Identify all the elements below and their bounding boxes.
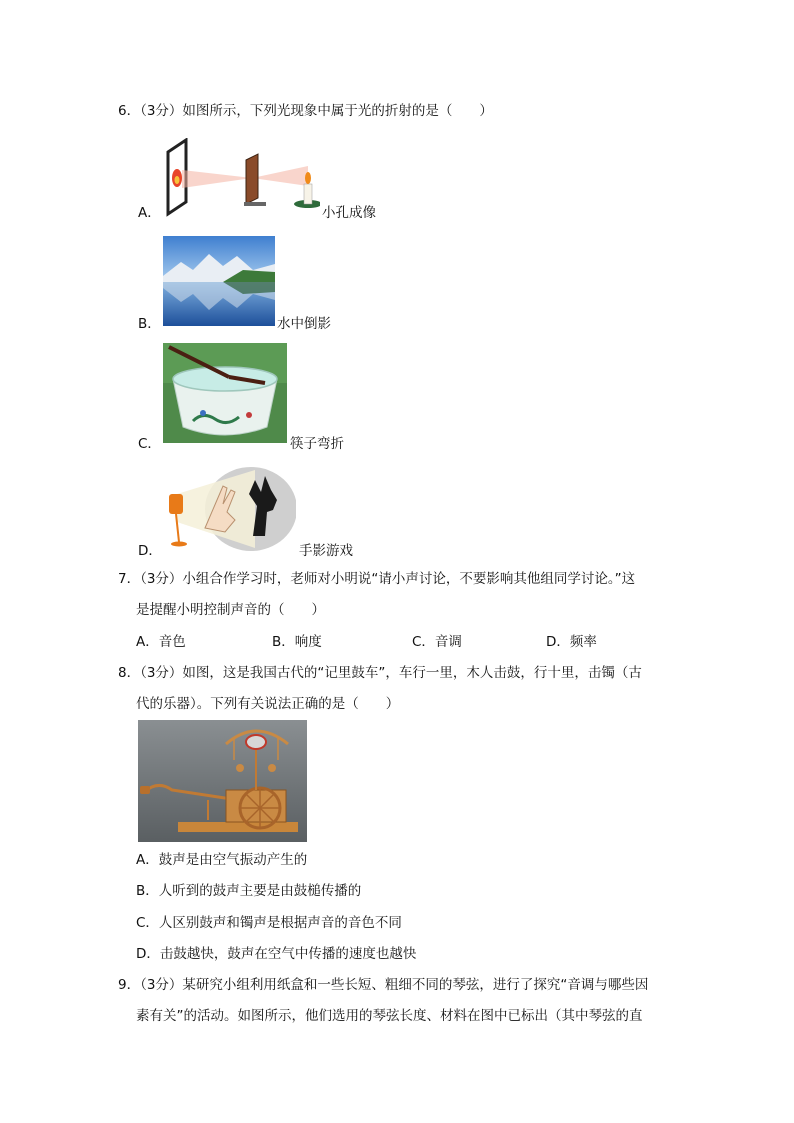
q8-option-a: A．鼓声是由空气振动产生的: [136, 852, 308, 868]
drum-cart-image: [138, 720, 307, 842]
q8-option-c: C．人区别鼓声和镯声是根据声音的音色不同: [136, 915, 402, 931]
q8-option-d: D．击鼓越快，鼓声在空气中传播的速度也越快: [136, 946, 417, 962]
q7-stem-line1: 7．（3分）小组合作学习时，老师对小明说“请小声讨论，不要影响其他组同学讨论。”这: [118, 571, 636, 587]
q8-option-b: B．人听到的鼓声主要是由鼓槌传播的: [136, 883, 362, 899]
q6-option-c-label: C．: [138, 436, 161, 452]
q7-stem-line2: 是提醒小明控制声音的（ ）: [136, 602, 325, 618]
q8-stem-line2: 代的乐器）。下列有关说法正确的是（ ）: [136, 696, 400, 712]
q9-stem-line1: 9．（3分）某研究小组利用纸盒和一些长短、粗细不同的琴弦，进行了探究“音调与哪些因: [118, 977, 649, 993]
q7-option-b: B．响度: [272, 634, 322, 650]
q6-option-b-caption: 水中倒影: [277, 316, 331, 332]
water-reflection-image: [163, 236, 275, 326]
q6-option-d-label: D．: [138, 543, 162, 559]
q9-stem-line2: 素有关”的活动。如图所示，他们选用的琴弦长度、材料在图中已标出（其中琴弦的直: [136, 1008, 643, 1024]
q6-stem: 6．（3分）如图所示，下列光现象中属于光的折射的是（ ）: [118, 103, 493, 119]
pinhole-imaging-image: [160, 138, 320, 218]
q6-option-d-caption: 手影游戏: [299, 543, 353, 559]
q6-option-a-caption: 小孔成像: [322, 205, 376, 221]
bent-chopstick-image: [163, 343, 287, 443]
q7-option-d: D．频率: [546, 634, 597, 650]
q8-stem-line1: 8．（3分）如图，这是我国古代的“记里鼓车”，车行一里，木人击鼓，行十里，击镯（古: [118, 665, 642, 681]
q7-option-a: A．音色: [136, 634, 186, 650]
q6-option-c-caption: 筷子弯折: [290, 436, 344, 452]
q6-option-a-label: A．: [138, 205, 161, 221]
q7-option-c: C．音调: [412, 634, 462, 650]
q6-option-b-label: B．: [138, 316, 161, 332]
hand-shadow-image: [165, 466, 296, 552]
